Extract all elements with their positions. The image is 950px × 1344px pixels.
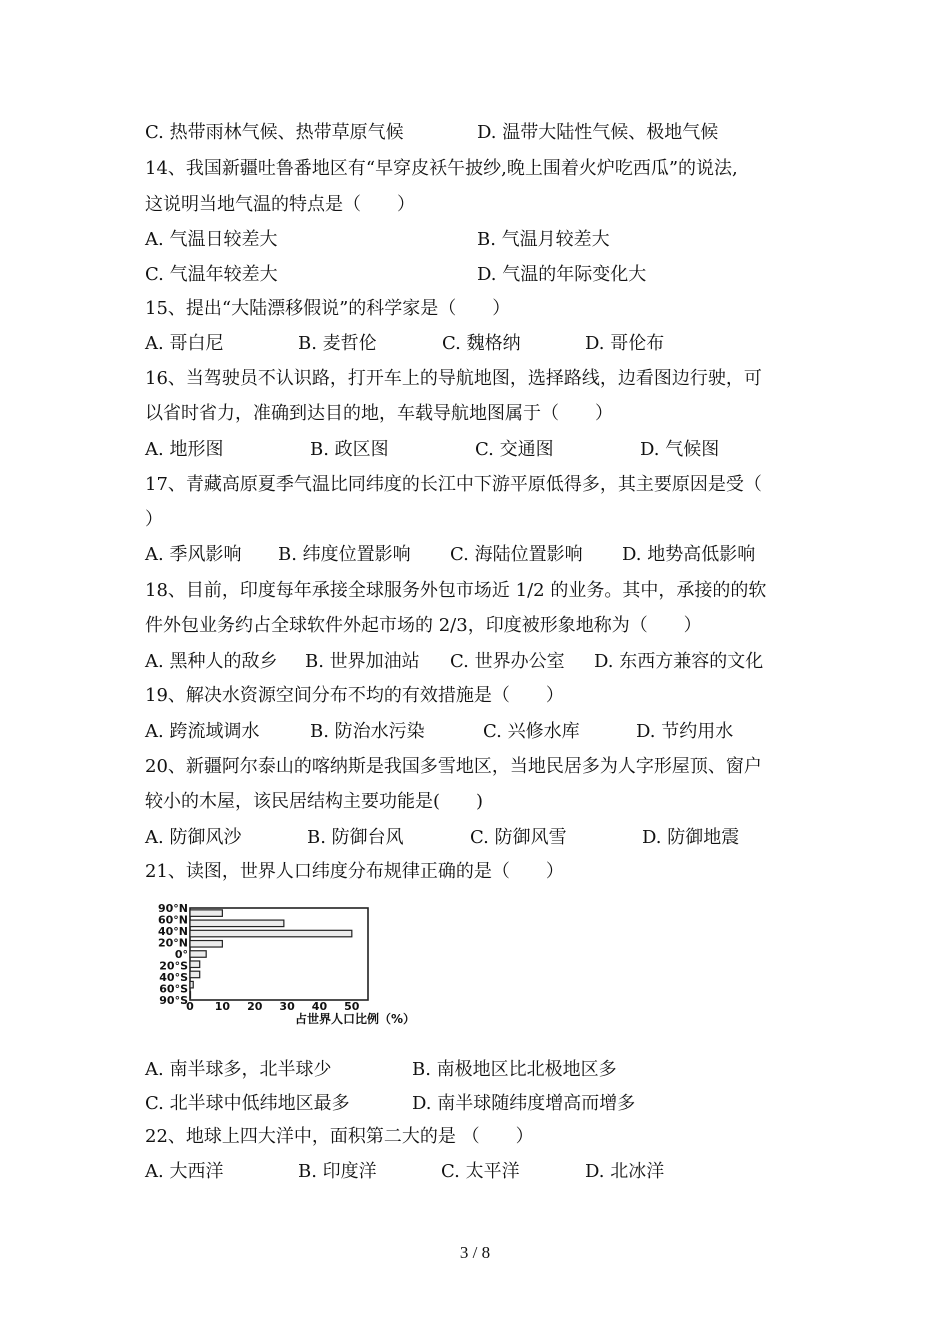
q17-option-a: A. 季风影响 [145, 544, 242, 565]
q16-option-b: B. 政区图 [310, 439, 389, 460]
page-number: 3 / 8 [459, 1243, 491, 1262]
chart-bar [190, 971, 200, 978]
q17-option-c: C. 海陆位置影响 [450, 544, 583, 565]
q15-option-c: C. 魏格纳 [442, 333, 521, 354]
chart-bar [190, 961, 200, 968]
chart-x-tick-label: 20 [247, 1000, 263, 1013]
chart-bar [190, 910, 222, 917]
q20-stem-line1: 20、新疆阿尔泰山的喀纳斯是我国多雪地区，当地民居多为人字形屋顶、窗户 [145, 756, 762, 777]
chart-x-axis-label: 占世界人口比例（%） [294, 1012, 416, 1026]
chart-y-tick-label: 40°S [159, 971, 188, 984]
q21-stem: 21、读图，世界人口纬度分布规律正确的是（ ） [145, 861, 564, 882]
chart-bar [190, 930, 352, 937]
q14-option-d: D. 气温的年际变化大 [477, 264, 647, 285]
chart-bar [190, 981, 193, 988]
population-latitude-chart [150, 902, 435, 1032]
q14-option-c: C. 气温年较差大 [145, 264, 278, 285]
q18-option-a: A. 黑种人的敌乡 [145, 651, 278, 672]
q19-option-b: B. 防治水污染 [310, 721, 425, 742]
q20-option-a: A. 防御风沙 [145, 827, 242, 848]
q16-option-d: D. 气候图 [640, 439, 720, 460]
q19-option-a: A. 跨流域调水 [145, 721, 260, 742]
q21-option-b: B. 南极地区比北极地区多 [412, 1059, 617, 1080]
q17-stem-line2: ） [145, 509, 163, 530]
q20-option-b: B. 防御台风 [307, 827, 404, 848]
chart-y-tick-label: 20°S [159, 959, 188, 973]
q20-option-d: D. 防御地震 [642, 827, 740, 848]
q21-option-c: C. 北半球中低纬地区最多 [145, 1093, 350, 1114]
q21-option-d: D. 南半球随纬度增高而增多 [412, 1093, 636, 1114]
q19-option-d: D. 节约用水 [636, 721, 734, 742]
chart-x-tick-label: 30 [279, 1000, 295, 1013]
chart-x-tick-label: 0 [186, 1000, 194, 1013]
q13-option-c: C. 热带雨林气候、热带草原气候 [145, 122, 404, 143]
q22-option-b: B. 印度洋 [298, 1161, 377, 1182]
q21-option-a: A. 南半球多，北半球少 [145, 1059, 332, 1080]
chart-bar [190, 992, 191, 999]
q22-option-c: C. 太平洋 [441, 1161, 520, 1182]
q13-option-d: D. 温带大陆性气候、极地气候 [477, 122, 719, 143]
chart-y-tick-label: 60°S [159, 982, 188, 996]
q15-stem: 15、提出“大陆漂移假说”的科学家是（ ） [145, 298, 511, 319]
q22-stem: 22、地球上四大洋中，面积第二大的是 （ ） [145, 1126, 534, 1147]
q18-option-d: D. 东西方兼容的文化 [594, 651, 764, 672]
q18-stem-line2: 件外包业务约占全球软件外起市场的 2/3，印度被形象地称为（ ） [145, 615, 702, 636]
q14-option-a: A. 气温日较差大 [145, 229, 278, 250]
q16-stem-line1: 16、当驾驶员不认识路，打开车上的导航地图，选择路线，边看图边行驶，可 [145, 368, 762, 389]
q22-option-a: A. 大西洋 [145, 1161, 224, 1182]
chart-y-tick-label: 40°N [157, 925, 188, 938]
q15-option-a: A. 哥白尼 [145, 333, 224, 354]
q14-stem-line2: 这说明当地气温的特点是（ ） [145, 194, 415, 215]
chart-bar [190, 941, 222, 948]
chart-x-tick-label: 10 [214, 1000, 231, 1013]
q16-stem-line2: 以省时省力，准确到达目的地，车载导航地图属于（ ） [145, 403, 613, 424]
chart-y-tick-label: 0° [174, 948, 188, 961]
chart-x-tick-label: 50 [344, 1000, 360, 1013]
q16-option-a: A. 地形图 [145, 439, 224, 460]
q16-option-c: C. 交通图 [475, 439, 554, 460]
q17-option-d: D. 地势高低影响 [622, 544, 756, 565]
q18-option-b: B. 世界加油站 [305, 651, 420, 672]
q18-option-c: C. 世界办公室 [450, 651, 565, 672]
q18-stem-line1: 18、目前，印度每年承接全球服务外包市场近 1/2 的业务。其中，承接的的软 [145, 580, 767, 601]
q14-stem-line1: 14、我国新疆吐鲁番地区有“早穿皮袄午披纱,晚上围着火炉吃西瓜”的说法, [145, 158, 738, 179]
chart-y-tick-label: 90°S [159, 994, 188, 1007]
chart-y-tick-label: 90°N [157, 902, 188, 915]
q20-stem-line2: 较小的木屋，该民居结构主要功能是( ) [145, 791, 484, 812]
q20-option-c: C. 防御风雪 [470, 827, 567, 848]
q17-stem-line1: 17、青藏高原夏季气温比同纬度的长江中下游平原低得多，其主要原因是受（ [145, 474, 762, 495]
q17-option-b: B. 纬度位置影响 [278, 544, 411, 565]
q14-option-b: B. 气温月较差大 [477, 229, 610, 250]
chart-y-tick-label: 20°N [157, 936, 188, 950]
chart-x-tick-label: 40 [311, 1000, 328, 1013]
chart-bar [190, 920, 284, 927]
q19-option-c: C. 兴修水库 [483, 721, 580, 742]
q15-option-b: B. 麦哲伦 [298, 333, 377, 354]
chart-bar [190, 951, 206, 958]
chart-y-tick-label: 60°N [157, 913, 188, 927]
q22-option-d: D. 北冰洋 [585, 1161, 665, 1182]
q19-stem: 19、解决水资源空间分布不均的有效措施是（ ） [145, 685, 564, 706]
q15-option-d: D. 哥伦布 [585, 333, 665, 354]
